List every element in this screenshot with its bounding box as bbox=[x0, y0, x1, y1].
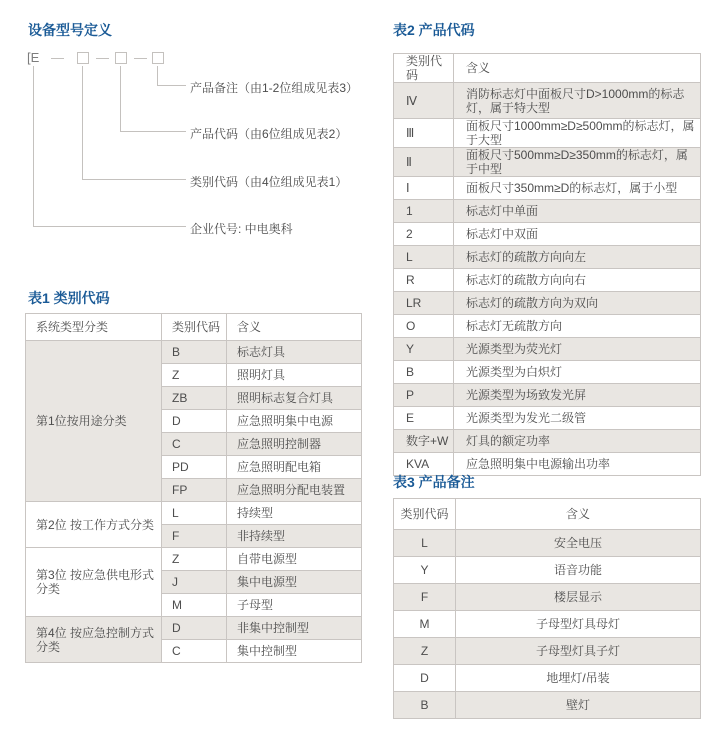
group-cell: 第3位 按应急供电形式分类 bbox=[26, 548, 162, 617]
code-cell: Ⅱ bbox=[394, 148, 454, 177]
meaning-cell: 子母型灯具母灯 bbox=[456, 611, 701, 638]
enterprise-code-prefix: [E bbox=[27, 50, 40, 65]
meaning-cell: 标志灯的疏散方向向右 bbox=[454, 269, 701, 292]
meaning-cell: 应急照明集中电源输出功率 bbox=[454, 453, 701, 476]
code-cell: F bbox=[162, 525, 227, 548]
meaning-cell: 持续型 bbox=[227, 502, 362, 525]
table-row bbox=[394, 200, 701, 223]
table-row bbox=[394, 557, 701, 584]
table3-product-remarks bbox=[393, 498, 701, 719]
meaning-cell: 语音功能 bbox=[456, 557, 701, 584]
code-cell: LR bbox=[394, 292, 454, 315]
code-cell: C bbox=[162, 640, 227, 663]
meaning-cell: 面板尺寸350mm≥D的标志灯，属于小型 bbox=[454, 177, 701, 200]
callout-label-enterprise: 企业代号: 中电奥科 bbox=[190, 222, 293, 236]
code-cell: Ⅲ bbox=[394, 119, 454, 148]
callout-line bbox=[33, 66, 34, 226]
meaning-cell: 面板尺寸1000mm≥D≥500mm的标志灯，属于大型 bbox=[454, 119, 701, 148]
meaning-cell: 安全电压 bbox=[456, 530, 701, 557]
meaning-cell: 灯具的额定功率 bbox=[454, 430, 701, 453]
meaning-cell: 应急照明分配电装置 bbox=[227, 479, 362, 502]
table-row bbox=[394, 338, 701, 361]
table-row bbox=[394, 292, 701, 315]
callout-label-product: 产品代码（由6位组成见表2） bbox=[190, 127, 348, 141]
table-row bbox=[26, 502, 362, 525]
code-cell: Z bbox=[162, 548, 227, 571]
code-cell: Z bbox=[394, 638, 456, 665]
table-row bbox=[394, 384, 701, 407]
dash-separator bbox=[51, 58, 64, 59]
code-cell: E bbox=[394, 407, 454, 430]
code-box-product bbox=[115, 52, 127, 64]
meaning-cell: 地埋灯/吊装 bbox=[456, 665, 701, 692]
table3-title: 表3 产品备注 bbox=[393, 474, 475, 490]
table-row bbox=[26, 617, 362, 640]
meaning-cell: 应急照明配电箱 bbox=[227, 456, 362, 479]
table1-title: 表1 类别代码 bbox=[28, 290, 110, 306]
header-cell: 含义 bbox=[454, 54, 701, 83]
code-cell: B bbox=[394, 692, 456, 719]
table-header-row bbox=[394, 499, 701, 530]
code-cell: FP bbox=[162, 479, 227, 502]
code-cell: Z bbox=[162, 364, 227, 387]
table-row bbox=[394, 223, 701, 246]
code-cell: Ⅰ bbox=[394, 177, 454, 200]
meaning-cell: 壁灯 bbox=[456, 692, 701, 719]
meaning-cell: 集中控制型 bbox=[227, 640, 362, 663]
table-row bbox=[394, 246, 701, 269]
meaning-cell: 面板尺寸500mm≥D≥350mm的标志灯，属于中型 bbox=[454, 148, 701, 177]
table1-category-codes bbox=[25, 313, 362, 663]
callout-line bbox=[82, 179, 186, 180]
header-cell: 类别代码 bbox=[394, 499, 456, 530]
meaning-cell: 标志灯无疏散方向 bbox=[454, 315, 701, 338]
code-cell: D bbox=[162, 617, 227, 640]
callout-line bbox=[120, 66, 121, 131]
meaning-cell: 非持续型 bbox=[227, 525, 362, 548]
code-cell: O bbox=[394, 315, 454, 338]
code-cell: M bbox=[162, 594, 227, 617]
callout-line bbox=[33, 226, 186, 227]
dash-separator bbox=[96, 58, 109, 59]
table2-title: 表2 产品代码 bbox=[393, 22, 475, 38]
group-cell: 第2位 按工作方式分类 bbox=[26, 502, 162, 548]
code-cell: B bbox=[162, 341, 227, 364]
table-row bbox=[394, 430, 701, 453]
code-cell: M bbox=[394, 611, 456, 638]
table-row bbox=[394, 83, 701, 119]
code-cell: Ⅳ bbox=[394, 83, 454, 119]
code-cell: F bbox=[394, 584, 456, 611]
group-cell: 第4位 按应急控制方式分类 bbox=[26, 617, 162, 663]
meaning-cell: 光源类型为发光二级管 bbox=[454, 407, 701, 430]
code-cell: Y bbox=[394, 557, 456, 584]
code-cell: C bbox=[162, 433, 227, 456]
callout-line bbox=[120, 131, 186, 132]
table-row bbox=[394, 269, 701, 292]
meaning-cell: 应急照明控制器 bbox=[227, 433, 362, 456]
code-cell: 2 bbox=[394, 223, 454, 246]
code-cell: Y bbox=[394, 338, 454, 361]
table-header-row bbox=[394, 54, 701, 83]
callout-label-remark: 产品备注（由1-2位组成见表3） bbox=[190, 81, 359, 95]
table-row bbox=[394, 692, 701, 719]
table-row bbox=[394, 361, 701, 384]
meaning-cell: 楼层显示 bbox=[456, 584, 701, 611]
table-row bbox=[394, 611, 701, 638]
meaning-cell: 子母型灯具子灯 bbox=[456, 638, 701, 665]
code-cell: 数字+W bbox=[394, 430, 454, 453]
header-cell: 系统类型分类 bbox=[26, 314, 162, 341]
code-cell: L bbox=[162, 502, 227, 525]
code-cell: L bbox=[394, 246, 454, 269]
table2-product-codes bbox=[393, 53, 701, 476]
callout-label-category: 类别代码（由4位组成见表1） bbox=[190, 175, 348, 189]
dash-separator bbox=[134, 58, 147, 59]
callout-line bbox=[82, 66, 83, 179]
code-cell: R bbox=[394, 269, 454, 292]
code-cell: PD bbox=[162, 456, 227, 479]
code-cell: P bbox=[394, 384, 454, 407]
table-row bbox=[394, 584, 701, 611]
table-row bbox=[394, 315, 701, 338]
meaning-cell: 非集中控制型 bbox=[227, 617, 362, 640]
meaning-cell: 应急照明集中电源 bbox=[227, 410, 362, 433]
table-row bbox=[394, 177, 701, 200]
code-cell: L bbox=[394, 530, 456, 557]
meaning-cell: 集中电源型 bbox=[227, 571, 362, 594]
meaning-cell: 自带电源型 bbox=[227, 548, 362, 571]
callout-line bbox=[157, 66, 158, 85]
table-row bbox=[26, 548, 362, 571]
code-cell: B bbox=[394, 361, 454, 384]
code-box-category bbox=[77, 52, 89, 64]
table-header-row bbox=[26, 314, 362, 341]
meaning-cell: 光源类型为场致发光屏 bbox=[454, 384, 701, 407]
table-row bbox=[394, 119, 701, 148]
meaning-cell: 照明标志复合灯具 bbox=[227, 387, 362, 410]
meaning-cell: 标志灯中双面 bbox=[454, 223, 701, 246]
meaning-cell: 标志灯的疏散方向为双向 bbox=[454, 292, 701, 315]
meaning-cell: 光源类型为荧光灯 bbox=[454, 338, 701, 361]
callout-line bbox=[157, 85, 186, 86]
header-cell: 类别代码 bbox=[162, 314, 227, 341]
code-box-remark bbox=[152, 52, 164, 64]
code-cell: KVA bbox=[394, 453, 454, 476]
code-cell: D bbox=[162, 410, 227, 433]
header-cell: 含义 bbox=[227, 314, 362, 341]
meaning-cell: 标志灯具 bbox=[227, 341, 362, 364]
meaning-cell: 照明灯具 bbox=[227, 364, 362, 387]
code-cell: 1 bbox=[394, 200, 454, 223]
table-row bbox=[394, 530, 701, 557]
meaning-cell: 消防标志灯中面板尺寸D>1000mm的标志灯，属于特大型 bbox=[454, 83, 701, 119]
header-cell: 含义 bbox=[456, 499, 701, 530]
table-row bbox=[394, 407, 701, 430]
group-cell: 第1位按用途分类 bbox=[26, 341, 162, 502]
meaning-cell: 标志灯的疏散方向向左 bbox=[454, 246, 701, 269]
code-cell: D bbox=[394, 665, 456, 692]
page-title: 设备型号定义 bbox=[28, 22, 112, 38]
table-row bbox=[394, 665, 701, 692]
meaning-cell: 标志灯中单面 bbox=[454, 200, 701, 223]
header-cell: 类别代码 bbox=[394, 54, 454, 83]
code-cell: J bbox=[162, 571, 227, 594]
table-row bbox=[394, 148, 701, 177]
table-row bbox=[394, 638, 701, 665]
code-cell: ZB bbox=[162, 387, 227, 410]
meaning-cell: 子母型 bbox=[227, 594, 362, 617]
table-row bbox=[26, 341, 362, 364]
meaning-cell: 光源类型为白炽灯 bbox=[454, 361, 701, 384]
